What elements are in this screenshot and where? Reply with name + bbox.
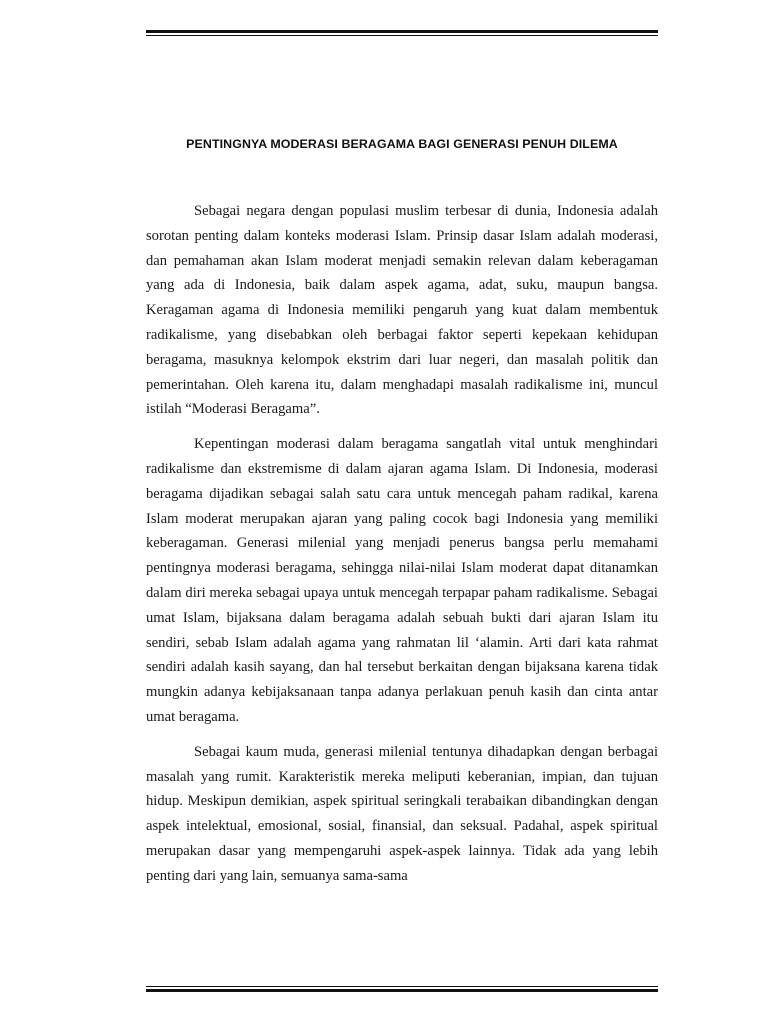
paragraph-2: Kepentingan moderasi dalam beragama sangatlah vital untuk menghindari radikalisme dan ekstremisme di dalam ajaran agama Islam. Di Indonesia, moderasi beragama dijadikan sebagai salah satu cara untuk mencegah paham radikal, karena Islam moderat merupakan ajaran yang paling cocok bagi Indonesia yang memiliki keberagaman. Generasi milenial yang menjadi penerus bangsa perlu memahami pentingnya moderasi beragama, sehingga nilai-nilai Islam moderat dapat ditanamkan dalam diri mereka sebagai upaya untuk mencegah terpapar paham radikalisme. Sebagai umat Islam, bijaksana dalam beragama adalah sebuah bukti dari ajaran Islam itu sendiri, sebab Islam adalah agama yang rahmatan lil ‘alamin. Arti dari kata rahmat sendiri adalah kasih sayang, dan hal tersebut berkaitan dengan bijaksana karena tidak mungkin adanya kebijaksanaan tanpa adanya perlakuan penuh kasih dan cinta antar umat beragama. bbox=[146, 436, 658, 725]
header-rule-thick-line bbox=[146, 30, 658, 33]
footer-rule-thin-line bbox=[146, 986, 658, 987]
document-body bbox=[146, 199, 658, 889]
paragraph-3: Sebagai kaum muda, generasi milenial tentunya dihadapkan dengan berbagai masalah yang rumit. Karakteristik mereka meliputi keberanian, impian, dan tujuan hidup. Meskipun demikian, aspek spiritual seringkali terabaikan dibandingkan dengan aspek intelektual, emosional, sosial, finansial, dan seksual. Padahal, aspek spiritual merupakan dasar yang mempengaruhi aspek-aspek lainnya. Tidak ada yang lebih penting dari yang lain, semuanya sama-sama bbox=[146, 743, 658, 884]
paragraph-1: Sebagai negara dengan populasi muslim terbesar di dunia, Indonesia adalah sorotan penting dalam konteks moderasi Islam. Prinsip dasar Islam adalah moderasi, dan pemahaman akan Islam moderat menjadi semakin relevan dalam keberagaman yang ada di Indonesia, baik dalam aspek agama, adat, suku, maupun bangsa. Keragaman agama di Indonesia memiliki pengaruh yang kuat dalam membentuk radikalisme, yang disebabkan oleh berbagai faktor seperti kepekaan kehidupan beragama, masuknya kelompok ekstrim dari luar negeri, dan masalah politik dan pemerintahan. Oleh karena itu, dalam menghadapi masalah radikalisme ini, muncul istilah “Moderasi Beragama”. bbox=[146, 203, 658, 418]
header-rule-thin-line bbox=[146, 35, 658, 36]
footer-rule-thick-line bbox=[146, 989, 658, 992]
header-rule bbox=[146, 30, 658, 36]
footer-rule bbox=[146, 986, 658, 992]
document-title: PENTINGNYA MODERASI BERAGAMA BAGI GENERASI PENUH DILEMA bbox=[186, 137, 618, 151]
